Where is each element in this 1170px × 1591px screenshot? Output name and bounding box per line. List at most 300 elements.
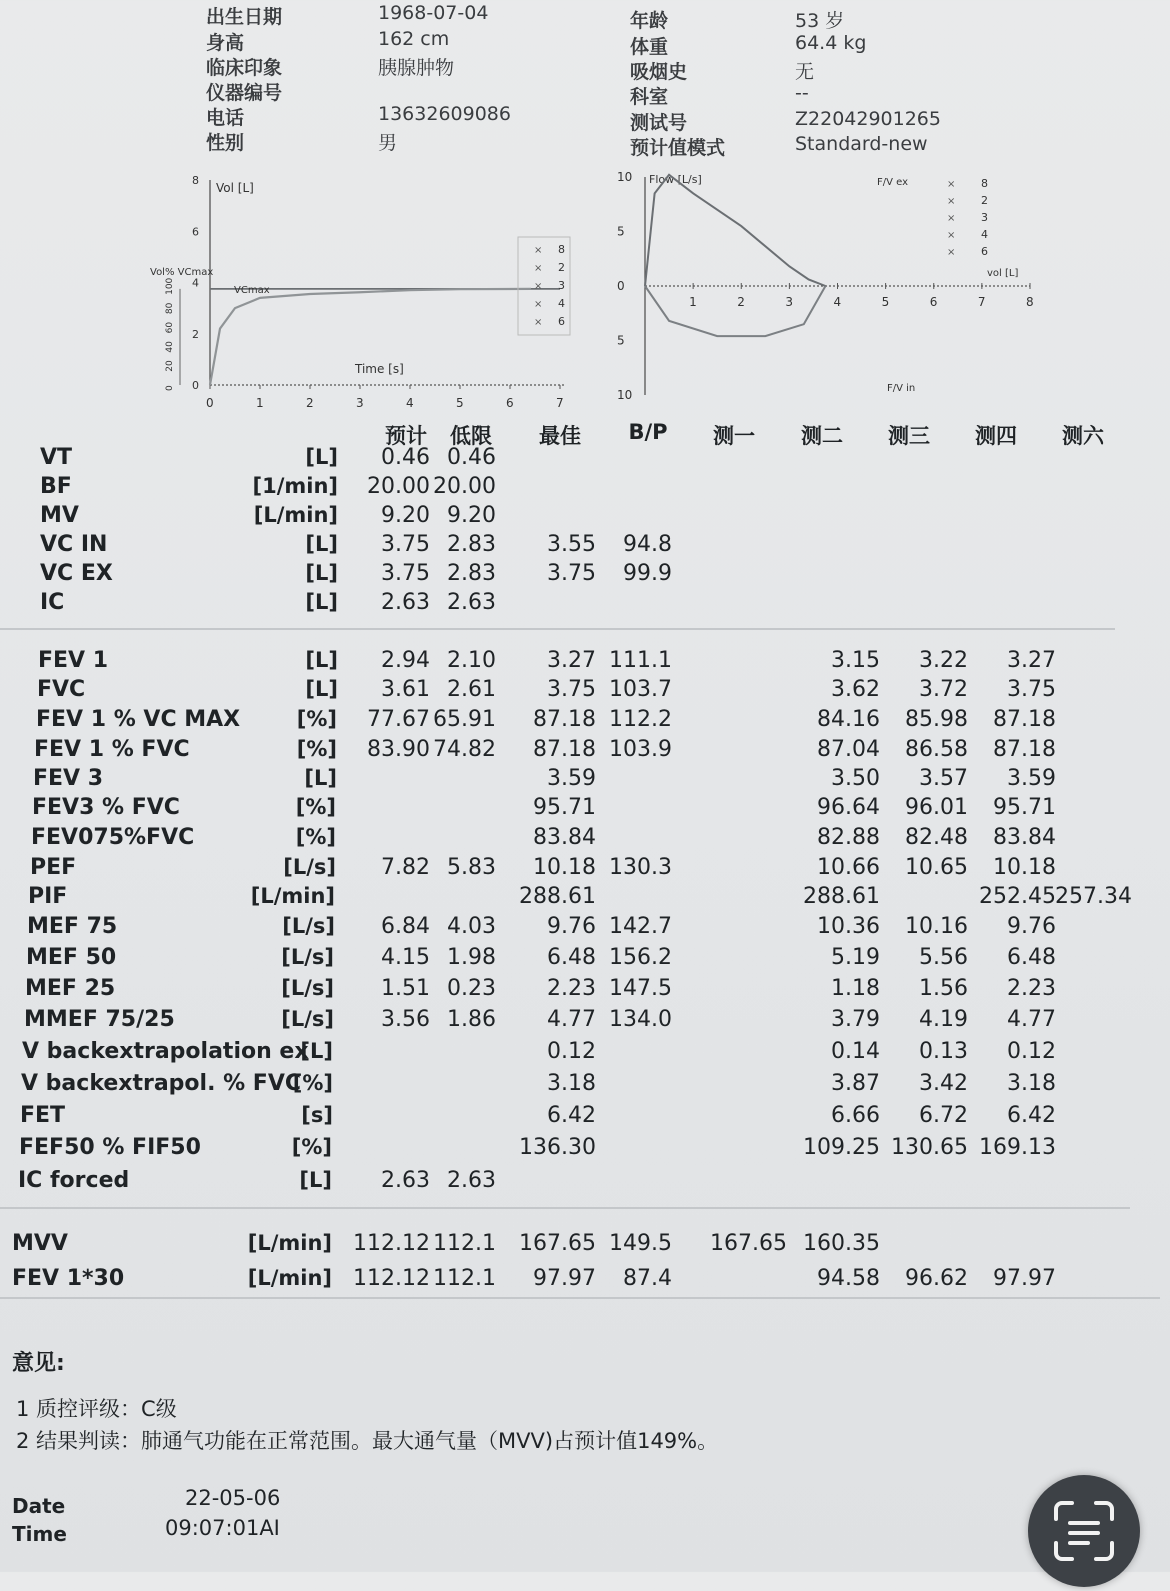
cell-lll: 4.03 [447,914,496,939]
y-tick-label: 0 [192,379,199,392]
expiratory-curve [645,175,825,286]
cell-lll: 0.23 [447,976,496,1001]
cell-t3: 85.98 [905,707,968,732]
patient-label: 体重 [630,36,669,58]
row-label: V backextrapolation ex [22,1039,309,1064]
cell-bp: 87.4 [623,1266,672,1291]
x-axis-label: vol [L] [987,268,1019,279]
patient-value: 162 cm [378,28,450,50]
legend-label: 2 [981,194,988,207]
column-header: B/P [628,420,668,444]
cell-best: 3.75 [547,561,596,586]
cell-lll: 9.20 [447,503,496,528]
cell-best: 167.65 [519,1231,596,1256]
table-row [0,1168,1170,1198]
cell-t4: 252.45 [979,884,1056,909]
text-scan-button[interactable] [1028,1475,1140,1587]
column-header: 低限 [450,424,492,448]
row-label: IC forced [18,1168,130,1193]
cell-pred: 1.51 [381,976,430,1001]
y-tick-label: 6 [192,225,199,239]
row-unit: [%] [291,1135,332,1159]
cell-t4: 3.18 [1007,1071,1056,1096]
column-header: 测一 [713,424,755,448]
cell-t3: 96.62 [905,1266,968,1291]
patient-label: 测试号 [630,112,688,134]
cell-best: 136.30 [519,1135,596,1160]
row-unit: [L/min] [250,884,335,908]
row-label: MMEF 75/25 [24,1007,175,1032]
cell-t4: 3.59 [1007,766,1056,791]
cell-t2: 82.88 [817,825,880,850]
row-label: MV [40,503,79,528]
patient-label: 身高 [206,32,245,54]
cell-lll: 112.1 [433,1231,496,1256]
cell-pred: 2.63 [381,1168,430,1193]
legend-label: 2 [558,261,565,274]
secondary-tick-label: 100 [165,277,175,295]
column-header: 预计 [385,424,427,448]
cell-t3: 3.42 [919,1071,968,1096]
row-unit: [L/s] [281,1007,334,1031]
cell-pred: 3.75 [381,532,430,557]
row-label: FEV 1*30 [12,1266,125,1291]
cell-t2: 3.87 [831,1071,880,1096]
cell-t4: 9.76 [1007,914,1056,939]
y-tick-label: 10 [617,388,633,402]
cell-best: 0.12 [547,1039,596,1064]
column-header: 测二 [801,424,843,448]
row-unit: [L] [305,445,338,469]
legend-marker: × [947,213,956,224]
cell-t3: 3.57 [919,766,968,791]
table-row [0,914,1170,944]
row-label: VC IN [40,532,108,557]
cell-t4: 2.23 [1007,976,1056,1001]
x-tick-label: 0 [206,396,214,410]
x-tick-label: 5 [456,396,464,410]
row-unit: [%] [296,707,337,731]
table-row [0,1231,1170,1261]
table-row [0,445,1170,475]
row-unit: [%] [292,1071,333,1095]
cell-t3: 10.16 [905,914,968,939]
flow-volume-chart [605,165,1050,410]
cell-lll: 2.83 [447,532,496,557]
cell-t2: 3.79 [831,1007,880,1032]
table-row [0,795,1170,825]
x-tick-label: 6 [506,396,514,410]
table-row [0,503,1170,533]
patient-label: 性别 [206,132,245,154]
table-row [0,737,1170,767]
cell-lll: 2.63 [447,1168,496,1193]
table-row [0,1266,1170,1296]
cell-bp: 112.2 [609,707,672,732]
cell-lll: 2.63 [447,590,496,615]
secondary-tick-label: 0 [165,385,175,391]
table-row [0,532,1170,562]
patient-label: 年龄 [630,10,669,32]
cell-t4: 4.77 [1007,1007,1056,1032]
cell-t2: 0.14 [831,1039,880,1064]
row-label: MEF 50 [26,945,117,970]
x-tick-label: 4 [833,295,842,309]
table-row [0,825,1170,855]
x-tick-label: 7 [556,396,564,410]
bottom-label: F/V in [887,383,916,394]
text-scan-icon [1028,1475,1140,1587]
cell-pred: 112.12 [353,1231,430,1256]
cell-t2: 10.66 [817,855,880,880]
volume-time-chart [140,165,590,425]
row-label: FEV 3 [33,766,104,791]
cell-pred: 83.90 [367,737,430,762]
table-row [0,855,1170,885]
cell-pred: 20.00 [367,474,430,499]
cell-t4: 3.75 [1007,677,1056,702]
cell-t3: 96.01 [905,795,968,820]
legend-label: 8 [558,243,565,256]
table-row [0,561,1170,591]
cell-best: 3.18 [547,1071,596,1096]
row-label: PEF [30,855,77,880]
row-unit: [L/s] [281,976,334,1000]
cell-t3: 130.65 [891,1135,968,1160]
cell-bp: 103.9 [609,737,672,762]
cell-bp: 134.0 [609,1007,672,1032]
cell-best: 9.76 [547,914,596,939]
cell-best: 3.59 [547,766,596,791]
cell-t2: 3.50 [831,766,880,791]
legend-marker: × [534,245,543,256]
cell-t2: 3.15 [831,648,880,673]
row-label: PIF [28,884,68,909]
cell-t3: 0.13 [919,1039,968,1064]
cell-t2: 3.62 [831,677,880,702]
cell-bp: 149.5 [609,1231,672,1256]
cell-t3: 3.22 [919,648,968,673]
vcmax-annotation: VCmax [234,284,270,296]
y-tick-label: 8 [192,174,199,187]
patient-value: 64.4 kg [795,32,867,54]
cell-t4: 97.97 [993,1266,1056,1291]
legend-marker: × [534,281,543,292]
y-tick-label: 5 [617,224,625,239]
cell-pred: 6.84 [381,914,430,939]
cell-t3: 6.72 [919,1103,968,1128]
cell-lll: 0.46 [447,445,496,470]
row-label: FEF50 % FIF50 [19,1135,201,1160]
cell-pred: 4.15 [381,945,430,970]
cell-pred: 112.12 [353,1266,430,1291]
row-unit: [L/s] [282,914,335,938]
cell-lll: 74.82 [433,737,496,762]
legend-marker: × [947,179,956,190]
row-unit: [L] [305,590,338,614]
time-value: 09:07:01AI [165,1516,280,1540]
legend-label: 6 [558,315,565,328]
cell-best: 3.75 [547,677,596,702]
x-tick-label: 2 [737,295,745,309]
date-label: Date [12,1494,66,1518]
legend-marker: × [947,247,956,258]
table-row [0,590,1170,620]
row-label: V backextrapol. % FVC [21,1071,302,1096]
row-label: VT [40,445,73,470]
row-unit: [s] [301,1103,333,1127]
cell-t2: 160.35 [803,1231,880,1256]
x-tick-label: 4 [406,396,414,410]
row-unit: [L] [305,561,338,585]
patient-label: 出生日期 [206,6,283,28]
cell-bp: 103.7 [609,677,672,702]
patient-label: 临床印象 [206,57,283,79]
cell-t2: 87.04 [817,737,880,762]
row-unit: [%] [296,737,337,761]
cell-t4: 6.48 [1007,945,1056,970]
cell-pred: 9.20 [381,503,430,528]
cell-t4: 87.18 [993,737,1056,762]
table-row [0,945,1170,975]
cell-pred: 2.63 [381,590,430,615]
cell-lll: 2.83 [447,561,496,586]
legend-label: 3 [558,279,565,292]
patient-value: 53 岁 [795,10,845,32]
cell-t2: 1.18 [831,976,880,1001]
row-unit: [L/s] [283,855,336,879]
row-label: MEF 25 [25,976,116,1001]
cell-t3: 86.58 [905,737,968,762]
cell-lll: 1.86 [447,1007,496,1032]
top-label: F/V ex [877,177,909,188]
y-tick-label: 2 [192,327,199,341]
cell-lll: 112.1 [433,1266,496,1291]
opinion-line-1: 1 质控评级：C级 [16,1397,177,1421]
cell-t3: 82.48 [905,825,968,850]
patient-label: 科室 [630,86,669,108]
cell-pred: 3.56 [381,1007,430,1032]
cell-best: 288.61 [519,884,596,909]
cell-t2: 5.19 [831,945,880,970]
row-label: BF [40,474,72,499]
table-divider [0,1297,1160,1299]
cell-best: 83.84 [533,825,596,850]
table-row [0,1039,1170,1069]
row-label: VC EX [40,561,113,586]
patient-value: 无 [795,61,815,83]
patient-value: Z22042901265 [795,108,941,130]
cell-pred: 3.61 [381,677,430,702]
y-tick-label: 10 [617,170,633,184]
table-row [0,766,1170,796]
legend-label: 3 [981,211,988,224]
cell-bp: 94.8 [623,532,672,557]
cell-best: 2.23 [547,976,596,1001]
cell-lll: 1.98 [447,945,496,970]
table-row [0,648,1170,678]
x-tick-label: 5 [881,295,890,309]
row-label: FEV 1 % VC MAX [36,707,241,732]
secondary-axis-label: Vol% VCmax [150,266,214,278]
cell-best: 97.97 [533,1266,596,1291]
cell-t2: 94.58 [817,1266,880,1291]
cell-lll: 5.83 [447,855,496,880]
cell-t4: 169.13 [979,1135,1056,1160]
y-tick-label: 4 [192,276,199,290]
cell-t3: 5.56 [919,945,968,970]
legend-marker: × [947,196,956,207]
row-unit: [L/s] [281,945,334,969]
patient-value: 13632609086 [378,103,511,125]
table-divider [0,628,1115,630]
legend-marker: × [534,317,543,328]
column-header: 测四 [975,424,1017,448]
legend-label: 4 [558,297,565,310]
cell-best: 95.71 [533,795,596,820]
cell-t1: 167.65 [710,1231,787,1256]
row-label: FEV075%FVC [31,825,195,850]
cell-bp: 99.9 [623,561,672,586]
table-row [0,1135,1170,1165]
row-unit: [1/min] [252,474,338,498]
cell-t2: 288.61 [803,884,880,909]
row-unit: [%] [295,825,336,849]
cell-bp: 156.2 [609,945,672,970]
cell-t2: 6.66 [831,1103,880,1128]
row-unit: [L] [299,1168,332,1192]
table-row [0,474,1170,504]
row-label: FEV 1 % FVC [34,737,190,762]
cell-lll: 65.91 [433,707,496,732]
legend-marker: × [534,263,543,274]
inspiratory-curve [645,286,825,336]
cell-best: 3.27 [547,648,596,673]
patient-value: Standard-new [795,133,928,155]
cell-pred: 0.46 [381,445,430,470]
cell-t4: 0.12 [1007,1039,1056,1064]
secondary-tick-label: 40 [165,341,175,353]
cell-pred: 2.94 [381,648,430,673]
x-tick-label: 3 [785,295,794,309]
table-row [0,707,1170,737]
cell-best: 87.18 [533,707,596,732]
row-unit: [L] [304,766,337,790]
row-unit: [L/min] [247,1231,332,1255]
row-label: MEF 75 [27,914,118,939]
date-value: 22-05-06 [185,1486,281,1510]
cell-best: 4.77 [547,1007,596,1032]
cell-t4: 3.27 [1007,648,1056,673]
row-label: FVC [37,677,86,702]
x-tick-label: 1 [256,396,264,410]
secondary-tick-label: 80 [165,302,175,315]
cell-best: 10.18 [533,855,596,880]
cell-t4: 83.84 [993,825,1056,850]
cell-lll: 2.61 [447,677,496,702]
cell-pred: 77.67 [367,707,430,732]
cell-t3: 1.56 [919,976,968,1001]
cell-t3: 10.65 [905,855,968,880]
x-tick-label: 8 [1026,295,1034,309]
x-axis-label: Time [s] [355,362,404,376]
cell-t2: 84.16 [817,707,880,732]
y-tick-label: 0 [617,279,625,293]
time-label: Time [12,1522,67,1546]
cell-t4: 10.18 [993,855,1056,880]
legend-label: 6 [981,245,988,258]
cell-best: 6.48 [547,945,596,970]
table-row [0,976,1170,1006]
row-unit: [L] [300,1039,333,1063]
patient-label: 吸烟史 [630,61,688,83]
x-tick-label: 2 [306,396,314,410]
table-row [0,1103,1170,1133]
row-label: MVV [12,1231,68,1256]
cell-t4: 95.71 [993,795,1056,820]
column-header: 测三 [888,424,930,448]
cell-lll: 20.00 [433,474,496,499]
cell-t4: 6.42 [1007,1103,1056,1128]
cell-best: 3.55 [547,532,596,557]
cell-t4: 87.18 [993,707,1056,732]
row-unit: [L] [305,648,338,672]
column-header: 测六 [1062,424,1104,448]
cell-t3: 3.72 [919,677,968,702]
y-axis-label: Flow [L/s] [649,173,702,186]
cell-best: 6.42 [547,1103,596,1128]
cell-bp: 111.1 [609,648,672,673]
row-unit: [L] [305,532,338,556]
patient-label: 仪器编号 [206,82,283,104]
row-label: FEV 1 [38,648,109,673]
row-unit: [%] [295,795,336,819]
patient-value: -- [795,82,809,104]
legend-marker: × [947,230,956,241]
legend-label: 8 [981,177,988,190]
cell-pred: 7.82 [381,855,430,880]
y-tick-label: 5 [617,333,625,348]
opinion-line-2: 2 结果判读：肺通气功能在正常范围。最大通气量（MVV)占预计值149%。 [16,1429,719,1453]
cell-t2: 109.25 [803,1135,880,1160]
cell-lll: 2.10 [447,648,496,673]
cell-bp: 147.5 [609,976,672,1001]
cell-t2: 96.64 [817,795,880,820]
table-row [0,884,1170,914]
table-row [0,1007,1170,1037]
row-unit: [L] [305,677,338,701]
row-label: FEV3 % FVC [32,795,180,820]
x-tick-label: 3 [356,396,364,410]
row-unit: [L/min] [253,503,338,527]
column-header: 最佳 [539,424,581,448]
row-label: IC [40,590,65,615]
cell-t2: 10.36 [817,914,880,939]
patient-value: 1968-07-04 [378,2,489,24]
opinion-title: 意见: [12,1351,65,1376]
x-tick-label: 6 [929,295,938,309]
cell-bp: 142.7 [609,914,672,939]
legend-marker: × [534,299,543,310]
row-unit: [L/min] [247,1266,332,1290]
secondary-tick-label: 60 [165,321,175,334]
cell-pred: 3.75 [381,561,430,586]
x-tick-label: 7 [977,295,986,309]
table-row [0,1071,1170,1101]
patient-value: 男 [378,132,398,154]
row-label: FET [20,1103,66,1128]
table-divider [0,1207,1130,1209]
